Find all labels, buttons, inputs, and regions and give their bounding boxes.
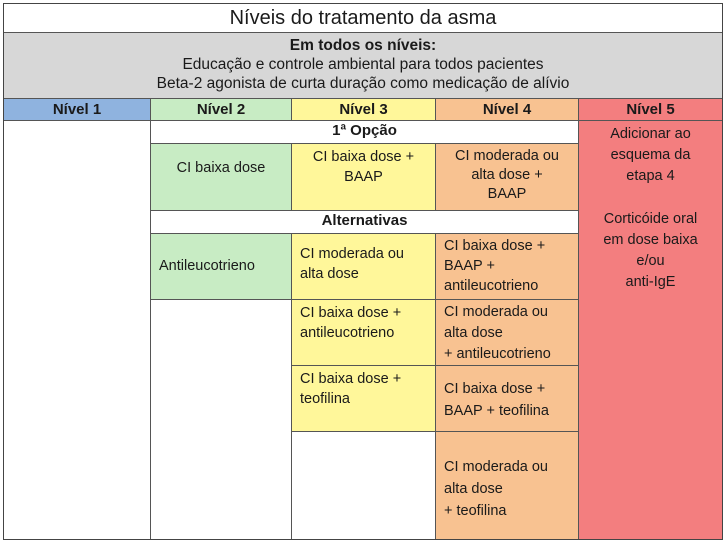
alternatives-level-4-d [435,431,578,539]
level-4-header: Nível 4 [435,98,578,120]
all-levels-line-1: Educação e controle ambiental para todos pacientes [182,56,544,73]
cell-line: etapa 4 [626,168,675,184]
alternatives-level-2 [150,233,291,299]
level-2-empty [150,299,291,539]
cell-line: BAAP [344,169,383,185]
first-option-level-2 [150,143,291,210]
level-3-header: Nível 3 [291,98,435,120]
cell-line: CI moderada ou [300,246,404,262]
spacer [587,187,714,209]
alternatives-level-3-b [291,299,435,365]
cell-line: Antileucotrieno [159,258,255,274]
cell-line: Adicionar ao [610,126,691,142]
cell-line: anti-IgE [625,274,676,290]
cell-line: CI baixa dose + [312,149,415,165]
first-option-header: 1ª Opção [150,120,578,143]
level-3-empty [291,431,435,539]
table-title: Níveis do tratamento da asma [4,4,722,32]
cell-line: CI baixa dose + [444,238,546,254]
level-2-header: Nível 2 [150,98,291,120]
cell-line: BAAP [487,186,527,202]
level-1-body [4,120,150,539]
cell-line: CI moderada ou [444,304,548,320]
cell-line: teofilina [300,391,350,407]
all-levels-heading: Em todos os níveis: [289,37,437,54]
cell-line: antileucotrieno [444,278,539,294]
cell-line: em dose baixa [603,232,698,248]
alternatives-level-3-a [291,233,435,299]
asthma-treatment-table [3,3,723,540]
cell-line: Corticóide oral [603,211,698,227]
cell-line: antileucotrieno [300,325,395,341]
alternatives-level-4-a [435,233,578,299]
alternatives-level-4-b [435,299,578,365]
cell-line: CI baixa dose + [300,371,402,387]
level-5-header: Nível 5 [578,98,722,120]
cell-line: esquema da [610,147,691,163]
cell-line: BAAP + [444,258,495,274]
first-option-level-3 [291,143,435,210]
cell-line: alta dose [444,481,503,497]
cell-line: alta dose [300,266,359,282]
level-5-body [578,120,722,539]
all-levels-box [4,32,722,98]
cell-line: CI moderada ou [444,459,548,475]
all-levels-line-2: Beta-2 agonista de curta duração como medicação de alívio [156,75,570,92]
alternatives-level-3-c [291,365,435,431]
cell-line: alta dose + [471,167,543,183]
level-1-header: Nível 1 [4,98,150,120]
cell-line: alta dose [444,325,503,341]
alternatives-header: Alternativas [150,210,578,233]
cell-line: + teofilina [444,503,507,519]
cell-line: CI baixa dose + [300,305,402,321]
cell-line: CI baixa dose [176,160,266,176]
cell-line: e/ou [636,253,665,269]
cell-line: + antileucotrieno [444,346,551,362]
first-option-level-4 [435,143,578,210]
cell-line: CI baixa dose + [444,381,546,397]
alternatives-level-4-c [435,365,578,431]
cell-line: CI moderada ou [455,148,559,164]
cell-line: BAAP + teofilina [444,403,549,419]
